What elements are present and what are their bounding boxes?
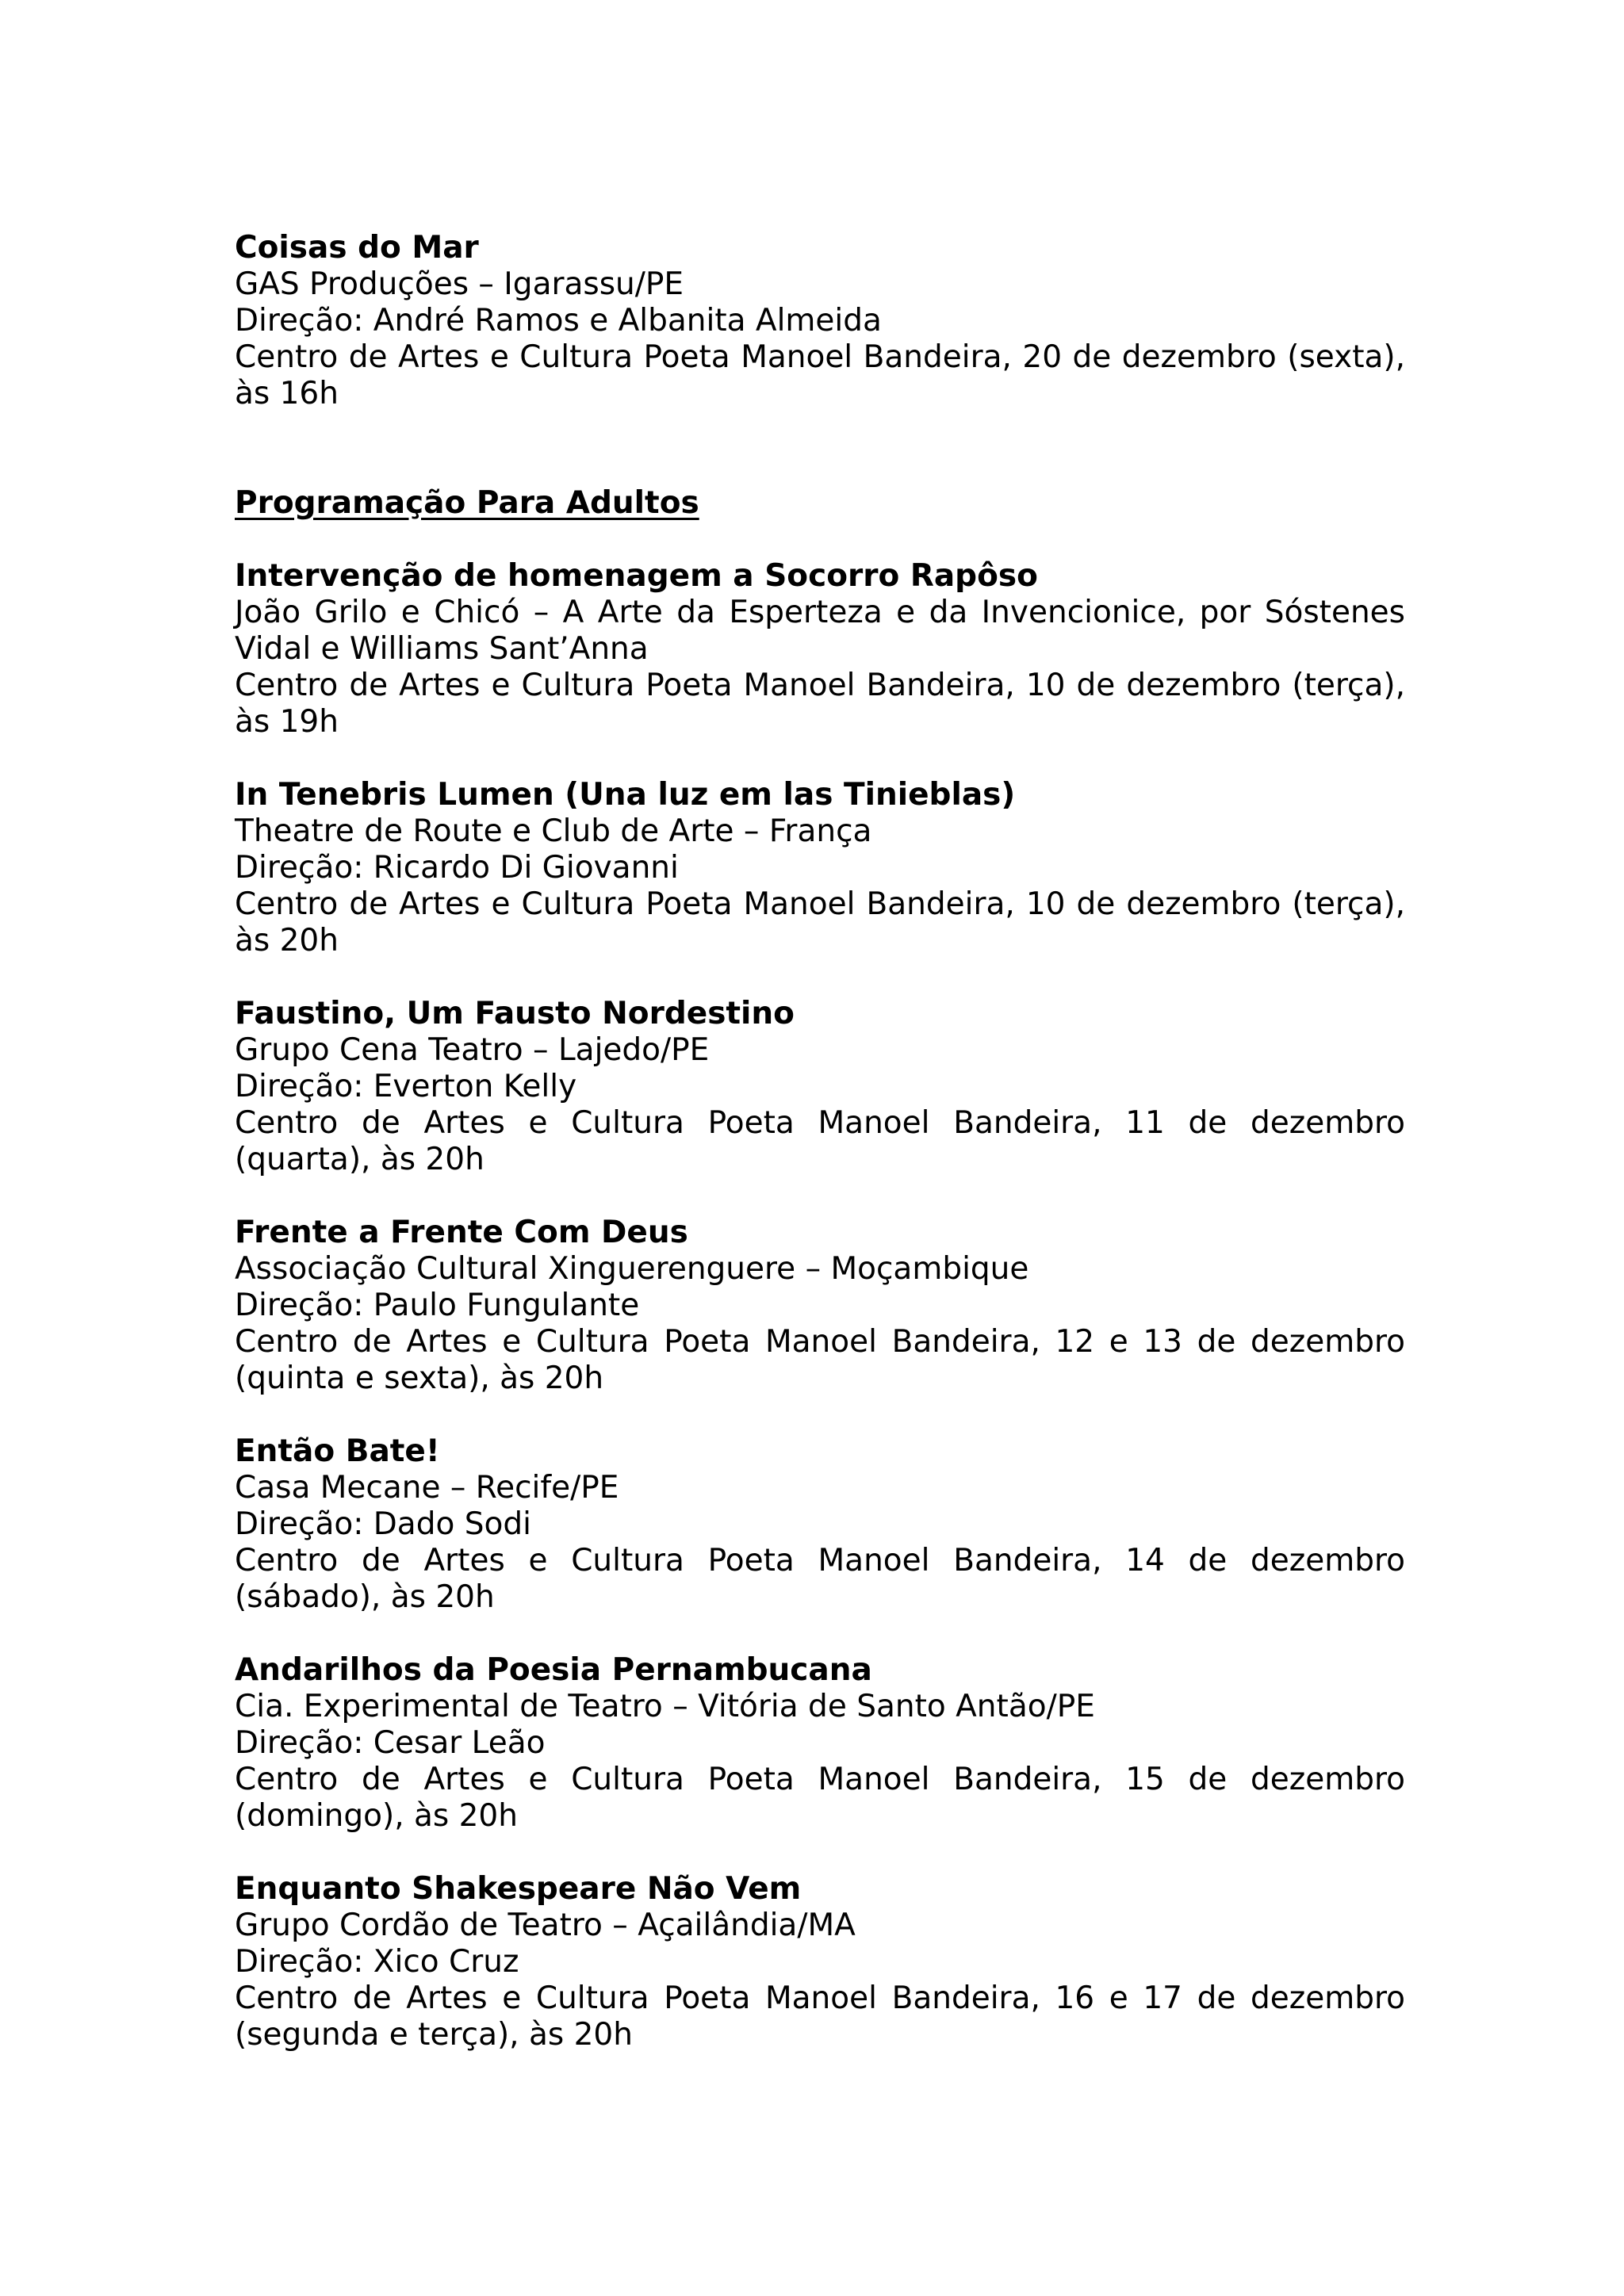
event-venue: Centro de Artes e Cultura Poeta Manoel Bandeira, 10 de dezembro (terça), às 20h — [235, 886, 1405, 959]
event-company: Cia. Experimental de Teatro – Vitória de Santo Antão/PE — [235, 1689, 1095, 1724]
event-title: Intervenção de homenagem a Socorro Rapôso — [235, 558, 1038, 594]
event-direction: Direção: Dado Sodi — [235, 1506, 531, 1542]
event-company: Associação Cultural Xinguerenguere – Moçambique — [235, 1251, 1029, 1287]
event-venue: Centro de Artes e Cultura Poeta Manoel Bandeira, 14 de dezembro (sábado), às 20h — [235, 1543, 1405, 1615]
event-entry — [235, 230, 1405, 412]
event-company: Casa Mecane – Recife/PE — [235, 1470, 619, 1506]
event-venue: Centro de Artes e Cultura Poeta Manoel Bandeira, 10 de dezembro (terça), às 19h — [235, 668, 1405, 740]
event-entry — [235, 1871, 1405, 2053]
event-entry — [235, 558, 1405, 740]
event-title: Andarilhos da Poesia Pernambucana — [235, 1652, 872, 1688]
event-title: In Tenebris Lumen (Una luz em las Tinieblas) — [235, 777, 1016, 813]
event-title: Enquanto Shakespeare Não Vem — [235, 1871, 802, 1907]
event-venue: Centro de Artes e Cultura Poeta Manoel Bandeira, 20 de dezembro (sexta), às 16h — [235, 339, 1405, 411]
event-title: Faustino, Um Fausto Nordestino — [235, 996, 795, 1031]
event-direction: Direção: Everton Kelly — [235, 1069, 577, 1104]
event-venue: Centro de Artes e Cultura Poeta Manoel Bandeira, 12 e 13 de dezembro (quinta e sexta), às 20h — [235, 1324, 1405, 1396]
event-entry — [235, 996, 1405, 1178]
event-direction: Direção: Xico Cruz — [235, 1944, 519, 1980]
event-direction: Direção: Cesar Leão — [235, 1725, 546, 1761]
event-entry — [235, 1433, 1405, 1616]
event-title: Então Bate! — [235, 1433, 440, 1469]
event-venue: Centro de Artes e Cultura Poeta Manoel Bandeira, 15 de dezembro (domingo), às 20h — [235, 1762, 1405, 1834]
event-title: Frente a Frente Com Deus — [235, 1215, 688, 1250]
document-page — [235, 230, 1405, 2090]
event-company: Grupo Cordão de Teatro – Açailândia/MA — [235, 1908, 856, 1943]
event-company: João Grilo e Chicó – A Arte da Esperteza e da Invencionice, por Sóstenes Vidal e Williams Sant’Anna — [235, 595, 1405, 667]
event-direction: Direção: André Ramos e Albanita Almeida — [235, 303, 882, 339]
event-title: Coisas do Mar — [235, 230, 479, 266]
event-direction: Direção: Paulo Fungulante — [235, 1288, 640, 1323]
event-venue: Centro de Artes e Cultura Poeta Manoel Bandeira, 16 e 17 de dezembro (segunda e terça), às 20h — [235, 1980, 1405, 2053]
section-heading: Programação Para Adultos — [235, 485, 699, 521]
event-direction: Direção: Ricardo Di Giovanni — [235, 850, 679, 886]
event-venue: Centro de Artes e Cultura Poeta Manoel Bandeira, 11 de dezembro (quarta), às 20h — [235, 1105, 1405, 1177]
event-entry — [235, 1215, 1405, 1397]
event-company: GAS Produções – Igarassu/PE — [235, 266, 684, 302]
event-entry — [235, 777, 1405, 959]
event-entry — [235, 1652, 1405, 1835]
event-company: Grupo Cena Teatro – Lajedo/PE — [235, 1032, 710, 1068]
event-company: Theatre de Route e Club de Arte – França — [235, 813, 872, 849]
